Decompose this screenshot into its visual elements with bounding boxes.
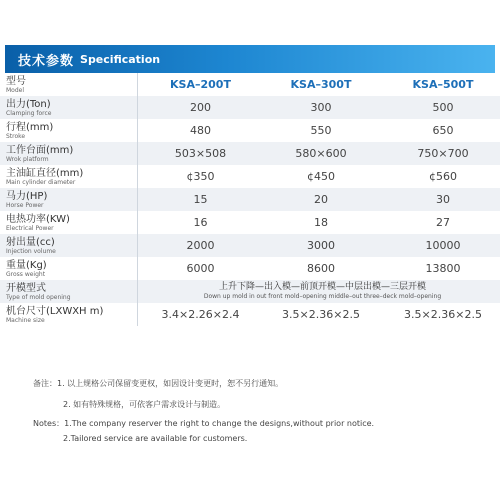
note-cn-2: 2. 如有特殊规格，可依客户需求设计与制造。 bbox=[63, 400, 226, 409]
row-label-en: Electrical Power bbox=[6, 224, 54, 232]
row-label bbox=[0, 211, 138, 234]
row-label bbox=[0, 73, 138, 96]
table-cell: ¢450 bbox=[307, 170, 335, 183]
row-label bbox=[0, 165, 138, 188]
table-row-machine-size bbox=[0, 303, 500, 326]
row-label-cn: 射出量(cc) bbox=[6, 236, 55, 248]
table-cell: 18 bbox=[314, 216, 328, 229]
table-row bbox=[0, 188, 500, 211]
row-label bbox=[0, 303, 138, 326]
table-row bbox=[0, 119, 500, 142]
table-cell: 27 bbox=[436, 216, 450, 229]
row-label-cn: 马力(HP) bbox=[6, 190, 48, 202]
row-label bbox=[0, 142, 138, 165]
row-label-en: Machine size bbox=[6, 316, 45, 324]
table-cell: 580×600 bbox=[295, 147, 347, 160]
row-label-cn: 电热功率(KW) bbox=[6, 213, 70, 225]
spec-banner bbox=[5, 45, 495, 73]
row-label-cn: 开模型式 bbox=[6, 282, 46, 294]
table-cell: 650 bbox=[432, 124, 454, 137]
table-cell: 6000 bbox=[186, 262, 215, 275]
table-row bbox=[0, 96, 500, 119]
table-cell: 300 bbox=[310, 101, 332, 114]
row-label-cn: 重量(Kg) bbox=[6, 259, 47, 271]
table-cell: ¢350 bbox=[186, 170, 215, 183]
table-header-row bbox=[0, 73, 500, 96]
table-cell: 500 bbox=[432, 101, 454, 114]
table-row bbox=[0, 142, 500, 165]
note-en-2: 2.Tailored service are available for customers. bbox=[63, 434, 248, 443]
row-label bbox=[0, 96, 138, 119]
row-label-cn: 出力(Ton) bbox=[6, 98, 51, 110]
table-cell: 13800 bbox=[425, 262, 461, 275]
model-header: KSA–200T bbox=[170, 78, 231, 91]
table-cell: 20 bbox=[314, 193, 328, 206]
row-label-en: Wrok platform bbox=[6, 155, 49, 163]
row-label-en: Stroke bbox=[6, 132, 26, 140]
note-en-1: Notes：1.The company reserver the right to change the designs,without prior notice. bbox=[33, 419, 375, 428]
table-row bbox=[0, 211, 500, 234]
row-label bbox=[0, 234, 138, 257]
table-cell: 10000 bbox=[425, 239, 461, 252]
header-label-en: Model bbox=[6, 86, 25, 94]
banner-title-en: Specification bbox=[80, 52, 161, 66]
table-cell: 3.4×2.26×2.4 bbox=[161, 308, 240, 321]
table-cell: 750×700 bbox=[417, 147, 469, 160]
row-label bbox=[0, 119, 138, 142]
table-cell: 3000 bbox=[307, 239, 335, 252]
table-cell: 200 bbox=[190, 101, 211, 114]
table-cell: 550 bbox=[310, 124, 332, 137]
row-label-cn: 工作台面(mm) bbox=[6, 144, 74, 156]
mold-opening-cell bbox=[138, 280, 500, 303]
table-row bbox=[0, 234, 500, 257]
table-row bbox=[0, 257, 500, 280]
table-cell: 3.5×2.36×2.5 bbox=[282, 308, 360, 321]
table-cell: 16 bbox=[193, 216, 208, 229]
table-cell: 480 bbox=[190, 124, 211, 137]
note-cn-1: 备注：1. 以上规格公司保留变更权，如因设计变更时，恕不另行通知。 bbox=[33, 379, 284, 388]
row-label-en: Injection volume bbox=[6, 247, 56, 255]
table-cell: ¢560 bbox=[429, 170, 457, 183]
header-label-cn: 型号 bbox=[6, 75, 26, 87]
model-header: KSA–500T bbox=[412, 78, 474, 91]
table-row-mold-opening bbox=[0, 280, 500, 303]
mold-opening-en: Down up mold in out front mold–opening middle–out three–deck mold–opening bbox=[203, 293, 442, 300]
spec-table bbox=[0, 73, 500, 326]
table-cell: 30 bbox=[436, 193, 450, 206]
row-label bbox=[0, 188, 138, 211]
row-label-en: Gross weight bbox=[6, 270, 46, 278]
row-label-en: Type of mold opening bbox=[6, 293, 71, 301]
table-cell: 503×508 bbox=[174, 147, 227, 160]
banner-title-cn: 技术参数 bbox=[18, 53, 75, 69]
row-label-cn: 机台尺寸(LXWXH m) bbox=[6, 305, 104, 317]
table-row bbox=[0, 165, 500, 188]
table-cell: 2000 bbox=[186, 239, 215, 252]
row-label bbox=[0, 280, 138, 303]
table-cell: 8600 bbox=[307, 262, 335, 275]
row-label-en: Main cylinder diameter bbox=[6, 178, 76, 186]
row-label-en: Horse Power bbox=[6, 201, 44, 209]
table-cell: 15 bbox=[193, 193, 208, 206]
row-label-cn: 主油缸直径(mm) bbox=[6, 167, 84, 179]
table-cell: 3.5×2.36×2.5 bbox=[404, 308, 482, 321]
row-label-cn: 行程(mm) bbox=[6, 121, 54, 133]
mold-opening-cn: 上升下降—出入模—前顶开模—中层出模—三层开模 bbox=[218, 282, 426, 292]
row-label-en: Clamping force bbox=[6, 109, 52, 117]
row-label bbox=[0, 257, 138, 280]
model-header: KSA–300T bbox=[290, 78, 352, 91]
